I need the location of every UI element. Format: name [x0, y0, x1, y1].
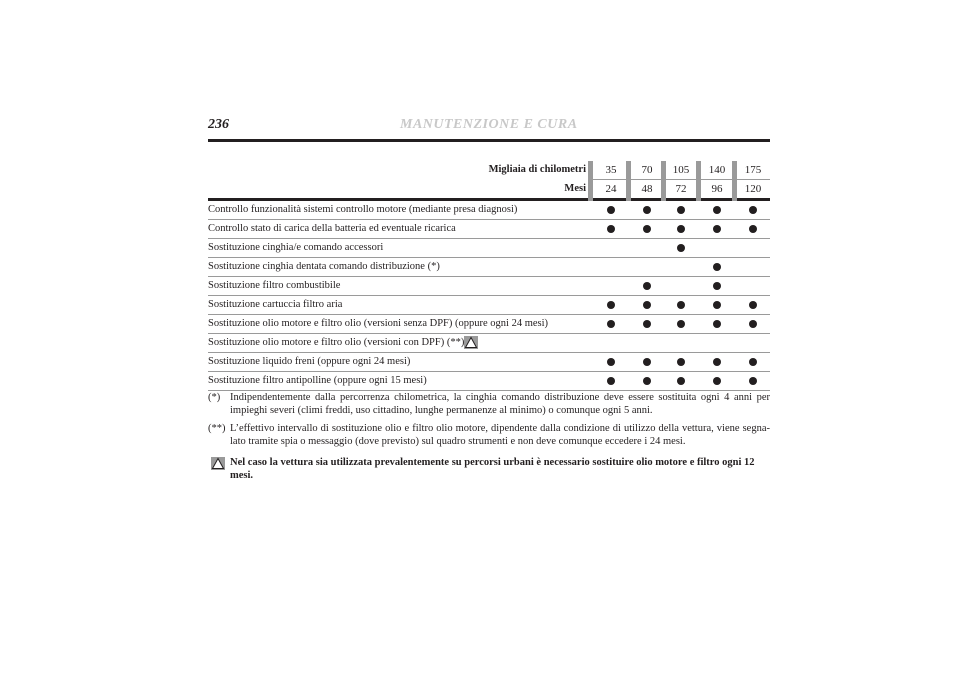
table-row — [208, 296, 770, 315]
maintenance-table — [208, 161, 770, 391]
km-value: 105 — [672, 164, 690, 176]
warning-triangle-icon — [464, 336, 478, 354]
schedule-cell — [666, 201, 696, 219]
footnotes — [208, 391, 770, 482]
footnote — [208, 391, 770, 417]
footnote-mark: (*) — [208, 392, 221, 403]
column-divider — [588, 161, 593, 201]
dot-icon — [643, 358, 651, 366]
schedule-cell — [738, 201, 768, 219]
column-divider — [732, 161, 737, 201]
schedule-cell — [738, 334, 768, 352]
dot-icon — [713, 225, 721, 233]
dot-icon — [607, 320, 615, 328]
dot-icon — [677, 206, 685, 214]
page-number: 236 — [208, 117, 229, 132]
month-value: 24 — [605, 183, 617, 195]
dot-icon — [677, 320, 685, 328]
month-value: 96 — [711, 183, 723, 195]
schedule-cell — [738, 239, 768, 257]
km-value: 175 — [744, 164, 762, 176]
schedule-cell — [632, 334, 662, 352]
km-header-row — [208, 161, 770, 179]
schedule-cell — [632, 372, 662, 390]
dot-icon — [713, 377, 721, 385]
schedule-cell — [702, 334, 732, 352]
schedule-cell — [596, 220, 626, 238]
row-label: Sostituzione cartuccia filtro aria — [208, 299, 343, 310]
dot-icon — [607, 301, 615, 309]
schedule-cell — [666, 239, 696, 257]
schedule-cell — [702, 277, 732, 295]
table-row — [208, 201, 770, 220]
month-value: 48 — [641, 183, 653, 195]
row-label: Sostituzione filtro antipolline (oppure ogni 15 mesi) — [208, 375, 427, 386]
dot-icon — [677, 244, 685, 252]
dot-icon — [643, 225, 651, 233]
month-value: 120 — [744, 183, 762, 195]
schedule-cell — [666, 315, 696, 333]
km-header-label: Migliaia di chilometri — [488, 164, 586, 175]
dot-icon — [643, 320, 651, 328]
row-label: Sostituzione olio motore e filtro olio (versioni con DPF) (**) — [208, 337, 465, 348]
dot-icon — [713, 301, 721, 309]
schedule-cell — [632, 315, 662, 333]
schedule-cell — [702, 258, 732, 276]
schedule-cell — [702, 296, 732, 314]
table-row — [208, 372, 770, 391]
table-row — [208, 334, 770, 353]
schedule-cell — [596, 296, 626, 314]
footnote-mark: (**) — [208, 423, 226, 434]
dot-icon — [607, 206, 615, 214]
schedule-cell — [632, 239, 662, 257]
schedule-cell — [666, 220, 696, 238]
dot-icon — [607, 377, 615, 385]
row-label: Sostituzione cinghia dentata comando distribuzione (*) — [208, 261, 440, 272]
months-header-row — [208, 180, 770, 198]
schedule-cell — [702, 201, 732, 219]
schedule-cell — [666, 296, 696, 314]
column-divider — [696, 161, 701, 201]
table-row — [208, 353, 770, 372]
schedule-cell — [666, 334, 696, 352]
footnote — [208, 422, 770, 448]
footnote-text: Indipendentemente dalla percorrenza chilometrica, la cinghia comando distribuzione deve essere sostituita ogni 4 anni per impieghi severi (climi freddi, uso cittadino, lunghe permanenze al minimo) o comunque ogni 5 anni. — [230, 392, 770, 416]
warning-triangle-icon — [211, 457, 225, 474]
row-label: Sostituzione filtro combustibile — [208, 280, 341, 291]
dot-icon — [643, 206, 651, 214]
dot-icon — [643, 282, 651, 290]
schedule-cell — [738, 353, 768, 371]
schedule-cell — [596, 201, 626, 219]
schedule-cell — [596, 372, 626, 390]
warning-note — [208, 456, 770, 482]
dot-icon — [749, 320, 757, 328]
schedule-cell — [632, 277, 662, 295]
schedule-cell — [632, 220, 662, 238]
schedule-cell — [596, 239, 626, 257]
schedule-cell — [702, 239, 732, 257]
schedule-cell — [738, 258, 768, 276]
column-divider — [626, 161, 631, 201]
table-body — [208, 201, 770, 391]
schedule-cell — [596, 334, 626, 352]
schedule-cell — [738, 220, 768, 238]
schedule-cell — [738, 277, 768, 295]
schedule-cell — [666, 277, 696, 295]
schedule-cell — [632, 258, 662, 276]
km-value: 70 — [641, 164, 653, 176]
row-label: Sostituzione cinghia/e comando accessori — [208, 242, 384, 253]
dot-icon — [749, 301, 757, 309]
dot-icon — [677, 377, 685, 385]
dot-icon — [713, 263, 721, 271]
section-title: MANUTENZIONE E CURA — [400, 117, 578, 132]
schedule-cell — [738, 372, 768, 390]
dot-icon — [749, 225, 757, 233]
schedule-cell — [596, 277, 626, 295]
schedule-cell — [632, 296, 662, 314]
dot-icon — [713, 358, 721, 366]
schedule-cell — [702, 315, 732, 333]
schedule-cell — [702, 220, 732, 238]
km-value: 35 — [605, 164, 617, 176]
warning-note-text: Nel caso la vettura sia utilizzata prevalentemente su percorsi urbani è necessario sostituire olio motore e filtro ogni 12 mesi. — [230, 457, 755, 481]
months-header-label: Mesi — [564, 183, 586, 194]
dot-icon — [643, 301, 651, 309]
table-row — [208, 239, 770, 258]
dot-icon — [749, 358, 757, 366]
dot-icon — [749, 206, 757, 214]
table-row — [208, 220, 770, 239]
schedule-cell — [596, 315, 626, 333]
dot-icon — [607, 358, 615, 366]
dot-icon — [713, 320, 721, 328]
dot-icon — [677, 358, 685, 366]
schedule-cell — [666, 353, 696, 371]
header-rule — [208, 139, 770, 142]
row-label: Sostituzione liquido freni (oppure ogni 24 mesi) — [208, 356, 411, 367]
footnote-text: L’effettivo intervallo di sostituzione olio e filtro olio motore, dipendente dalla condizione di utilizzo della vettura, viene segna-lato tramite spia o messaggio (dove previsto) sul quadro strumenti e non deve comunque eccedere i 24 mesi. — [230, 423, 770, 447]
row-label: Controllo funzionalità sistemi controllo motore (mediante presa diagnosi) — [208, 204, 518, 215]
schedule-cell — [632, 353, 662, 371]
schedule-cell — [596, 258, 626, 276]
column-divider — [661, 161, 666, 201]
row-label: Sostituzione olio motore e filtro olio (versioni senza DPF) (oppure ogni 24 mesi) — [208, 318, 549, 329]
table-row — [208, 315, 770, 334]
schedule-cell — [666, 258, 696, 276]
schedule-cell — [738, 315, 768, 333]
schedule-cell — [596, 353, 626, 371]
km-value: 140 — [708, 164, 726, 176]
month-value: 72 — [675, 183, 687, 195]
schedule-cell — [702, 353, 732, 371]
dot-icon — [713, 282, 721, 290]
table-row — [208, 277, 770, 296]
row-label: Controllo stato di carica della batteria ed eventuale ricarica — [208, 223, 456, 234]
dot-icon — [643, 377, 651, 385]
schedule-cell — [702, 372, 732, 390]
dot-icon — [749, 377, 757, 385]
dot-icon — [677, 225, 685, 233]
dot-icon — [713, 206, 721, 214]
schedule-cell — [632, 201, 662, 219]
schedule-cell — [666, 372, 696, 390]
table-row — [208, 258, 770, 277]
schedule-cell — [738, 296, 768, 314]
dot-icon — [607, 225, 615, 233]
dot-icon — [677, 301, 685, 309]
